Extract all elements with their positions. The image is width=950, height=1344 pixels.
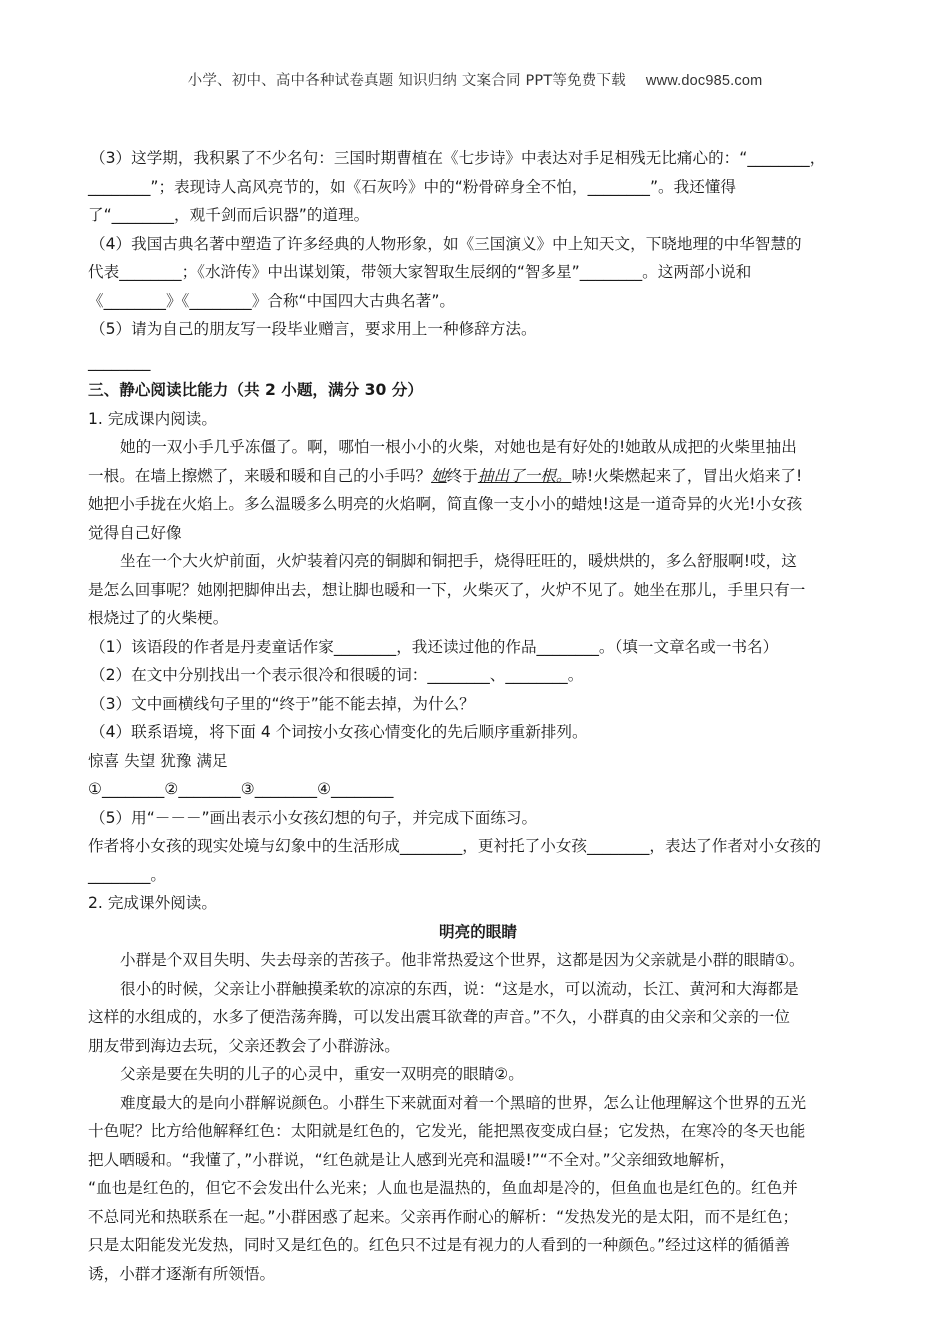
article-title: 明亮的眼睛 xyxy=(439,922,517,941)
article-line: 只是太阳能发光发热，同时又是红色的。红色只不过是有视力的人看到的一种颜色。”经过这样的循循善 xyxy=(88,1236,790,1254)
answer-blank: ________ xyxy=(88,352,151,371)
exercise-line: 作者将小女孩的现实处境与幻象中的生活形成________，更衬托了小女孩________，表达了作者对小女孩的 xyxy=(88,837,821,855)
exam-content xyxy=(88,144,868,1288)
question-4-line: 《________》《________》合称“中国四大古典名著”。 xyxy=(88,291,456,310)
sub-question: （4）联系语境，将下面 4 个词按小女孩心情变化的先后顺序重新排列。 xyxy=(90,723,588,741)
passage-line: 觉得自己好像 xyxy=(88,523,182,542)
article-line: “血也是红色的，但它不会发出什么光来；人血也是温热的，鱼血却是冷的，但鱼血也是红色的。红色并 xyxy=(88,1179,798,1197)
reading-2-title: 2. 完成课外阅读。 xyxy=(88,894,217,912)
sub-question: （1）该语段的作者是丹麦童话作家________，我还读过他的作品________。（填一文章名或一书名） xyxy=(90,637,779,656)
passage-line: 她的一双小手几乎冻僵了。啊，哪怕一根小小的火柴，对她也是有好处的!她敢从成把的火柴里抽出 xyxy=(120,438,797,456)
article-line: 难度最大的是向小群解说颜色。小群生下来就面对着一个黑暗的世界，怎么让他理解这个世界的五光 xyxy=(120,1093,807,1112)
sub-question: （3）文中画横线句子里的“终于”能不能去掉，为什么？ xyxy=(90,694,475,713)
article-line: 诱，小群才逐渐有所领悟。 xyxy=(88,1264,276,1283)
passage-line xyxy=(88,462,868,491)
question-5-line: （5）请为自己的朋友写一段毕业赠言，要求用上一种修辞方法。 xyxy=(90,320,537,338)
article-line: 这样的水组成的，水多了便浩荡奔腾，可以发出震耳欲聋的声音。”不久，小群真的由父亲和父亲的一位 xyxy=(88,1008,790,1026)
question-3-line: （3）这学期，我积累了不少名句：三国时期曹植在《七步诗》中表达对手足相残无比痛心的：“________， xyxy=(90,149,826,167)
sub-question: （2）在文中分别找出一个表示很冷和很暖的词：________、________。 xyxy=(90,666,584,684)
passage-line: 她把小手拢在火焰上。多么温暖多么明亮的火焰啊，简直像一支小小的蜡烛!这是一道奇异的火光!小女孩 xyxy=(88,495,803,513)
sub-question: （5）用“－－－”画出表示小女孩幻想的句子，并完成下面练习。 xyxy=(90,808,538,827)
word-list: 惊喜 失望 犹豫 满足 xyxy=(88,751,228,770)
ordering-blanks: ①________②________③________④________ xyxy=(88,780,394,798)
passage-text: 哧!火柴燃起来了，冒出火焰来了! xyxy=(571,466,803,485)
article-line: 朋友带到海边去玩，父亲还教会了小群游泳。 xyxy=(88,1036,400,1055)
article-line: 十色呢？比方给他解释红色：太阳就是红色的，它发光，能把黑夜变成白昼；它发热，在寒冷的冬天也能 xyxy=(88,1122,806,1140)
header-url[interactable]: www.doc985.com xyxy=(645,73,763,89)
question-3-line: 了“________，观千剑而后识器”的道理。 xyxy=(88,206,370,224)
question-4-line: （4）我国古典名著中塑造了许多经典的人物形象，如《三国演义》中上知天文，下晓地理的中华智慧的 xyxy=(90,234,802,253)
passage-text: 一根。在墙上擦燃了，来暖和暖和自己的小手吗？ xyxy=(88,466,432,485)
reading-1-title: 1. 完成课内阅读。 xyxy=(88,409,217,428)
header-text: 小学、初中、高中各种试卷真题 知识归纳 文案合同 PPT等免费下载 xyxy=(187,73,626,89)
exercise-line: ________。 xyxy=(88,865,166,884)
article-line: 很小的时候，父亲让小群触摸柔软的凉凉的东西，说：“这是水，可以流动，长江、黄河和大海都是 xyxy=(120,979,799,998)
passage-line: 坐在一个大火炉前面，火炉装着闪亮的铜脚和铜把手，烧得旺旺的，暖烘烘的，多么舒服啊!哎，这 xyxy=(120,552,797,570)
underlined-text: 抽出了一根。 xyxy=(477,466,572,485)
article-line: 小群是个双目失明、失去母亲的苦孩子。他非常热爱这个世界，这都是因为父亲就是小群的眼睛①。 xyxy=(120,951,805,969)
passage-text: 终于 xyxy=(446,466,478,485)
section-heading: 三、静心阅读比能力（共 2 小题，满分 30 分） xyxy=(88,381,423,399)
passage-line: 根烧过了的火柴梗。 xyxy=(88,609,229,627)
article-line: 把人晒暖和。“我懂了，”小群说，“红色就是让人感到光亮和温暖!”“不全对。”父亲细致地解析， xyxy=(88,1150,736,1169)
passage-line: 是怎么回事呢？她刚把脚伸出去，想让脚也暖和一下，火柴灭了，火炉不见了。她坐在那儿，手里只有一 xyxy=(88,580,806,599)
page-header xyxy=(0,69,950,90)
question-4-line: 代表________；《水浒传》中出谋划策，带领大家智取生辰纲的“智多星”________。这两部小说和 xyxy=(88,263,752,281)
question-3-line: ________”；表现诗人高风亮节的，如《石灰吟》中的“粉骨碎身全不怕，________”。我还懂得 xyxy=(88,177,736,196)
article-line: 父亲是要在失明的儿子的心灵中，重安一双明亮的眼睛②。 xyxy=(120,1065,524,1083)
underlined-text: 她 xyxy=(431,466,447,485)
article-line: 不总同光和热联系在一起。”小群困惑了起来。父亲再作耐心的解析：“发热发光的是太阳，而不是红色； xyxy=(88,1207,799,1226)
